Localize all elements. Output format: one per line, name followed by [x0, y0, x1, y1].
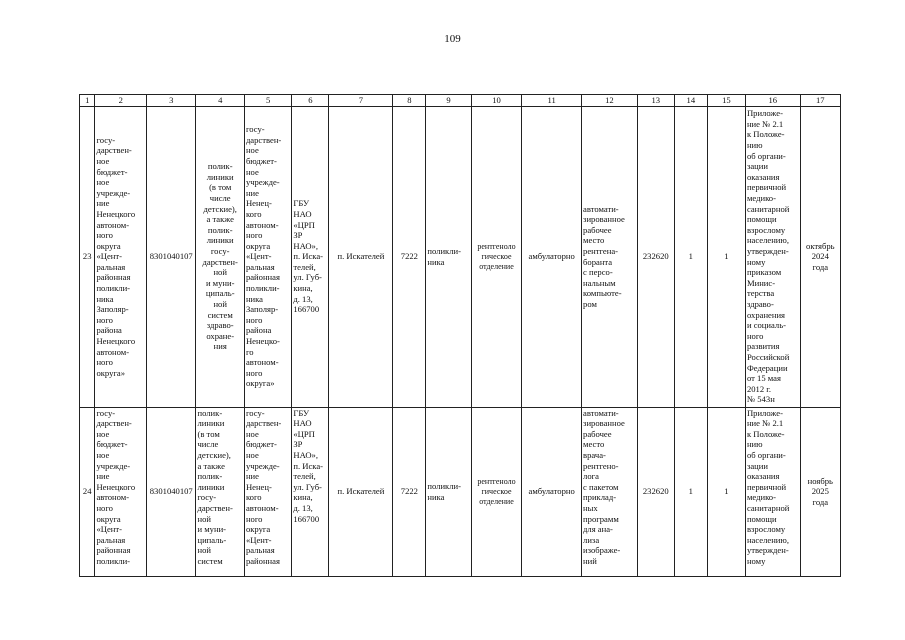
organization-name: госу- дарствен- ное бюджет- ное учрежде- ние Ненецкого автоном- ного округа «Цент- ральная районная поликли- [95, 407, 147, 576]
header-cell: 2 [95, 95, 147, 107]
header-cell: 11 [522, 95, 582, 107]
header-row [80, 95, 841, 107]
unit-type: поликли- ника [426, 407, 471, 576]
table-row [80, 106, 841, 407]
header-cell: 10 [471, 95, 522, 107]
header-cell: 13 [637, 95, 674, 107]
quantity-required: 1 [674, 106, 707, 407]
unit-type: поликли- ника [426, 106, 471, 407]
regulation-reference: Приложе- ние № 2.1 к Положе- нию об органи- зации оказания первичной медико- санитарной помощи взрослому населению, утвержден- ному [745, 407, 800, 576]
quantity-planned: 1 [707, 106, 745, 407]
settlement: п. Искателей [329, 407, 393, 576]
settlement: п. Искателей [329, 106, 393, 407]
inn-code: 8301040107 [147, 106, 196, 407]
inn-code: 8301040107 [147, 407, 196, 576]
header-cell: 15 [707, 95, 745, 107]
quantity-planned: 1 [707, 407, 745, 576]
equipment: автомати- зированное рабочее место рентгена- боранта с персо- нальным компьюте- ром [582, 106, 638, 407]
row-number: 24 [80, 407, 95, 576]
regulation-reference: Приложе- ние № 2.1 к Положе- нию об органи- зации оказания первичной медико- санитарной помощи взрослому населению, утвержден- ному приказом Минис- терства здраво- охранения и социаль- ного развития Российской Федерации от 15 мая 2012 г. № 543н [745, 106, 800, 407]
register-table [79, 94, 841, 577]
row-number: 23 [80, 106, 95, 407]
care-mode: амбулаторно [522, 106, 582, 407]
deadline: октябрь 2024 года [800, 106, 840, 407]
department: рентгеноло гическое отделение [471, 106, 522, 407]
header-cell: 8 [393, 95, 426, 107]
header-cell: 9 [426, 95, 471, 107]
address: ГБУ НАО «ЦРП ЗР НАО», п. Иска- телей, ул. Губ- кина, д. 13, 166700 [292, 407, 329, 576]
okpd-code: 232620 [637, 106, 674, 407]
header-cell: 7 [329, 95, 393, 107]
owner-organization: госу- дарствен- ное бюджет- ное учрежде- ние Ненец- кого автоном- ного округа «Цент- ральная районная поликли- ника Заполяр- ного района Ненецко- го автоном- ного округа» [244, 106, 291, 407]
header-cell: 12 [582, 95, 638, 107]
address: ГБУ НАО «ЦРП ЗР НАО», п. Иска- телей, ул. Губ- кина, д. 13, 166700 [292, 106, 329, 407]
facility-type: полик- линики (в том числе детские), а также полик- линики госу- дарствен- ной и муни- ципаль- ной систем [196, 407, 244, 576]
header-cell: 3 [147, 95, 196, 107]
table-row [80, 407, 841, 576]
organization-name: госу- дарствен- ное бюджет- ное учрежде- ние Ненецкого автоном- ного округа «Цент- ральная районная поликли- ника Заполяр- ного района Ненецкого автоном- ного округа» [95, 106, 147, 407]
owner-organization: госу- дарствен- ное бюджет- ное учрежде- ние Ненец- кого автоном- ного округа «Цент- ральная районная [244, 407, 291, 576]
code: 7222 [393, 407, 426, 576]
page-number: 109 [444, 33, 461, 45]
header-cell: 14 [674, 95, 707, 107]
okpd-code: 232620 [637, 407, 674, 576]
header-cell: 16 [745, 95, 800, 107]
care-mode: амбулаторно [522, 407, 582, 576]
code: 7222 [393, 106, 426, 407]
header-cell: 6 [292, 95, 329, 107]
header-cell: 4 [196, 95, 244, 107]
department: рентгеноло гическое отделение [471, 407, 522, 576]
deadline: ноябрь 2025 года [800, 407, 840, 576]
quantity-required: 1 [674, 407, 707, 576]
header-cell: 5 [244, 95, 291, 107]
facility-type: полик- линики (в том числе детские), а также полик- линики госу- дарствен- ной и муни- ципаль- ной систем здраво- охране- ния [196, 106, 244, 407]
header-cell: 17 [800, 95, 840, 107]
equipment: автомати- зированное рабочее место врача- рентгено- лога с пакетом приклад- ных программ для ана- лиза изображе- ний [582, 407, 638, 576]
header-cell: 1 [80, 95, 95, 107]
